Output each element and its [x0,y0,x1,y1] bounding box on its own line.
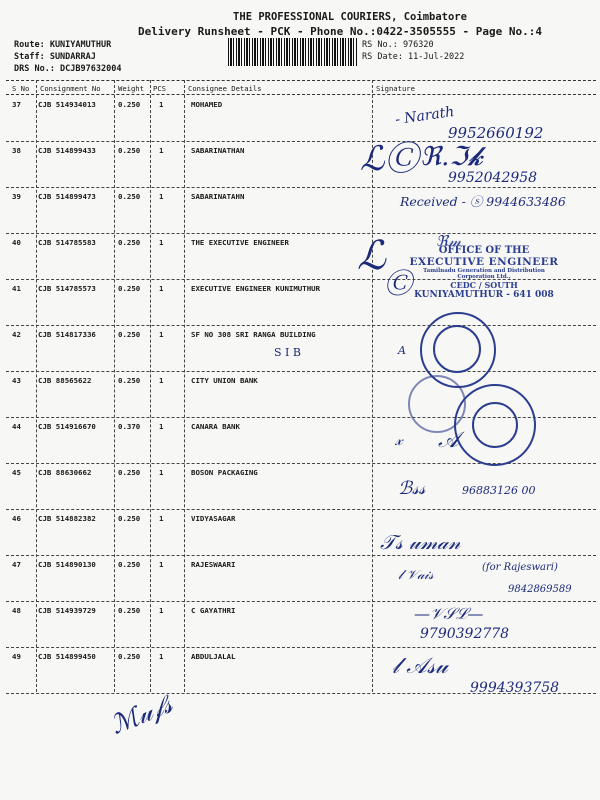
handwritten-phone: 9952660192 [448,124,544,142]
row-weight: 0.250 [118,238,141,247]
row-serial-number: 42 [12,330,21,339]
row-consignee-name: VIDYASAGAR [191,514,236,523]
signature-scribble: ℜ.ℑ𝓴 [420,142,484,172]
handwritten-phone: 9842869589 [508,584,572,595]
handwritten-sib: S I B [274,346,301,359]
row-serial-number: 43 [12,376,21,385]
handwritten-phone: 9790392778 [420,626,510,642]
rs-date: RS Date: 11-Jul-2022 [362,52,465,62]
row-pieces: 1 [159,652,164,661]
row-consignee-name: THE EXECUTIVE ENGINEER [191,238,289,247]
signature-scribble: A [398,344,406,357]
row-weight: 0.250 [118,284,141,293]
row-pieces: 1 [159,330,164,339]
row-pieces: 1 [159,468,164,477]
signature-scribble: 𝓁 𝒱𝒶𝒾𝓈 [398,568,434,583]
row-consignee-name: ABDULJALAL [191,652,236,661]
row-serial-number: 39 [12,192,21,201]
row-consignee-name: EXECUTIVE ENGINEER KUNIMUTHUR [191,284,321,293]
runsheet-subtitle: Delivery Runsheet - PCK - Phone No.:0422-3505555 - Page No.:4 [138,25,542,38]
stamp-line: OFFICE OF THE [438,245,530,256]
handwritten-name: - Narath [394,103,456,129]
row-consignee-name: BOSON PACKAGING [191,468,258,477]
row-serial-number: 37 [12,100,21,109]
stamp-line: Tamilnadu Generation and Distribution Corporation Ltd., [423,268,545,280]
drs-label: DRS No.: DCJB97632004 [14,64,122,74]
row-pieces: 1 [159,284,164,293]
row-consignment-number: CJB 514899433 [38,146,96,155]
col-consignment: Consignment No [40,84,101,93]
handwritten-note: (for Rajeswari) [482,562,558,573]
row-pieces: 1 [159,100,164,109]
row-consignee-name: SABARINATAHN [191,192,245,201]
row-serial-number: 45 [12,468,21,477]
row-consignment-number: CJB 514939729 [38,606,96,615]
row-pieces: 1 [159,376,164,385]
row-consignment-number: CJB 514785573 [38,284,96,293]
row-consignee-name: SF NO 308 SRI RANGA BUILDING [191,330,316,339]
route-label: Route: KUNIYAMUTHUR [14,40,112,50]
row-weight: 0.250 [118,100,141,109]
handwritten-phone: 9994393758 [470,680,560,696]
row-weight: 0.250 [118,514,141,523]
runsheet-title: THE PROFESSIONAL COURIERS, Coimbatore [233,11,467,23]
row-consignee-name: SABARINATHAN [191,146,245,155]
col-weight: Weight [118,84,144,93]
signature-scribble: 𝒜 [438,428,459,453]
row-serial-number: 49 [12,652,21,661]
row-consignment-number: CJB 88565622 [38,376,92,385]
row-weight: 0.250 [118,330,141,339]
signature-scribble: 𝓁 𝒜𝓈𝓊 [392,654,448,679]
row-pieces: 1 [159,146,164,155]
handwritten-phone: 96883126 00 [462,484,536,497]
row-pieces: 1 [159,560,164,569]
table-row [6,326,596,372]
col-consignee: Consignee Details [188,84,262,93]
stamp-line: EXECUTIVE ENGINEER [409,256,559,268]
staff-label: Staff: SUNDARRAJ [14,52,96,62]
row-consignment-number: CJB 88630662 [38,468,92,477]
row-weight: 0.250 [118,376,141,385]
office-stamp [404,245,564,300]
row-serial-number: 40 [12,238,21,247]
row-consignee-name: RAJESWAARI [191,560,236,569]
row-consignee-name: C GAYATHRI [191,606,236,615]
signature-scribble: ℒⒸ [360,139,419,179]
row-serial-number: 38 [12,146,21,155]
stamp-line: KUNIYAMUTHUR - 641 008 [414,290,554,300]
header-top-rule [6,80,596,81]
row-weight: 0.250 [118,468,141,477]
row-weight: 0.250 [118,652,141,661]
row-weight: 0.250 [118,560,141,569]
row-pieces: 1 [159,514,164,523]
signature-scribble: —𝒱𝒮ℒ— [414,604,484,623]
row-consignment-number: CJB 514934013 [38,100,96,109]
staff-signature: ℳ𝓊𝒻𝓈 [106,689,177,741]
rs-number: RS No.: 976320 [362,40,434,50]
row-serial-number: 47 [12,560,21,569]
stamp-line: CEDC / SOUTH [450,280,518,290]
round-bank-stamp-inner [472,402,518,448]
row-weight: 0.250 [118,146,141,155]
row-weight: 0.250 [118,192,141,201]
row-serial-number: 48 [12,606,21,615]
round-bank-stamp-inner [433,325,481,373]
col-sno: S No [12,84,30,93]
row-serial-number: 44 [12,422,21,431]
row-weight: 0.250 [118,606,141,615]
barcode [228,38,358,66]
row-pieces: 1 [159,238,164,247]
table-row [6,510,596,556]
row-consignment-number: CJB 514785583 [38,238,96,247]
signature-scribble: 𝓍 [395,430,403,449]
handwritten-received-note: Received - ⓢ 9944633486 [400,194,566,209]
row-consignee-name: MOHAMED [191,100,223,109]
signature-scribble: 𝒯𝓈 𝓊𝓂𝒶𝓃 [380,530,461,554]
row-consignment-number: CJB 514817336 [38,330,96,339]
row-pieces: 1 [159,606,164,615]
col-pcs: PCS [153,84,166,93]
row-consignment-number: CJB 514899450 [38,652,96,661]
row-consignment-number: CJB 514890130 [38,560,96,569]
row-serial-number: 41 [12,284,21,293]
header-bottom-rule [6,94,596,95]
row-consignment-number: CJB 514899473 [38,192,96,201]
signature-scribble: ℬ𝓈𝓈 [398,478,426,499]
row-consignee-name: CANARA BANK [191,422,240,431]
row-consignment-number: CJB 514882382 [38,514,96,523]
row-consignee-name: CITY UNION BANK [191,376,258,385]
signature-scribble: ℜ𝓂 [436,232,461,250]
handwritten-phone: 9952042958 [448,170,538,186]
row-weight: 0.370 [118,422,141,431]
row-consignment-number: CJB 514916670 [38,422,96,431]
col-signature: Signature [376,84,415,93]
signature-scribble: Ⓒ [384,267,413,300]
row-pieces: 1 [159,192,164,201]
row-pieces: 1 [159,422,164,431]
row-serial-number: 46 [12,514,21,523]
signature-scribble: ℒ [357,233,386,279]
